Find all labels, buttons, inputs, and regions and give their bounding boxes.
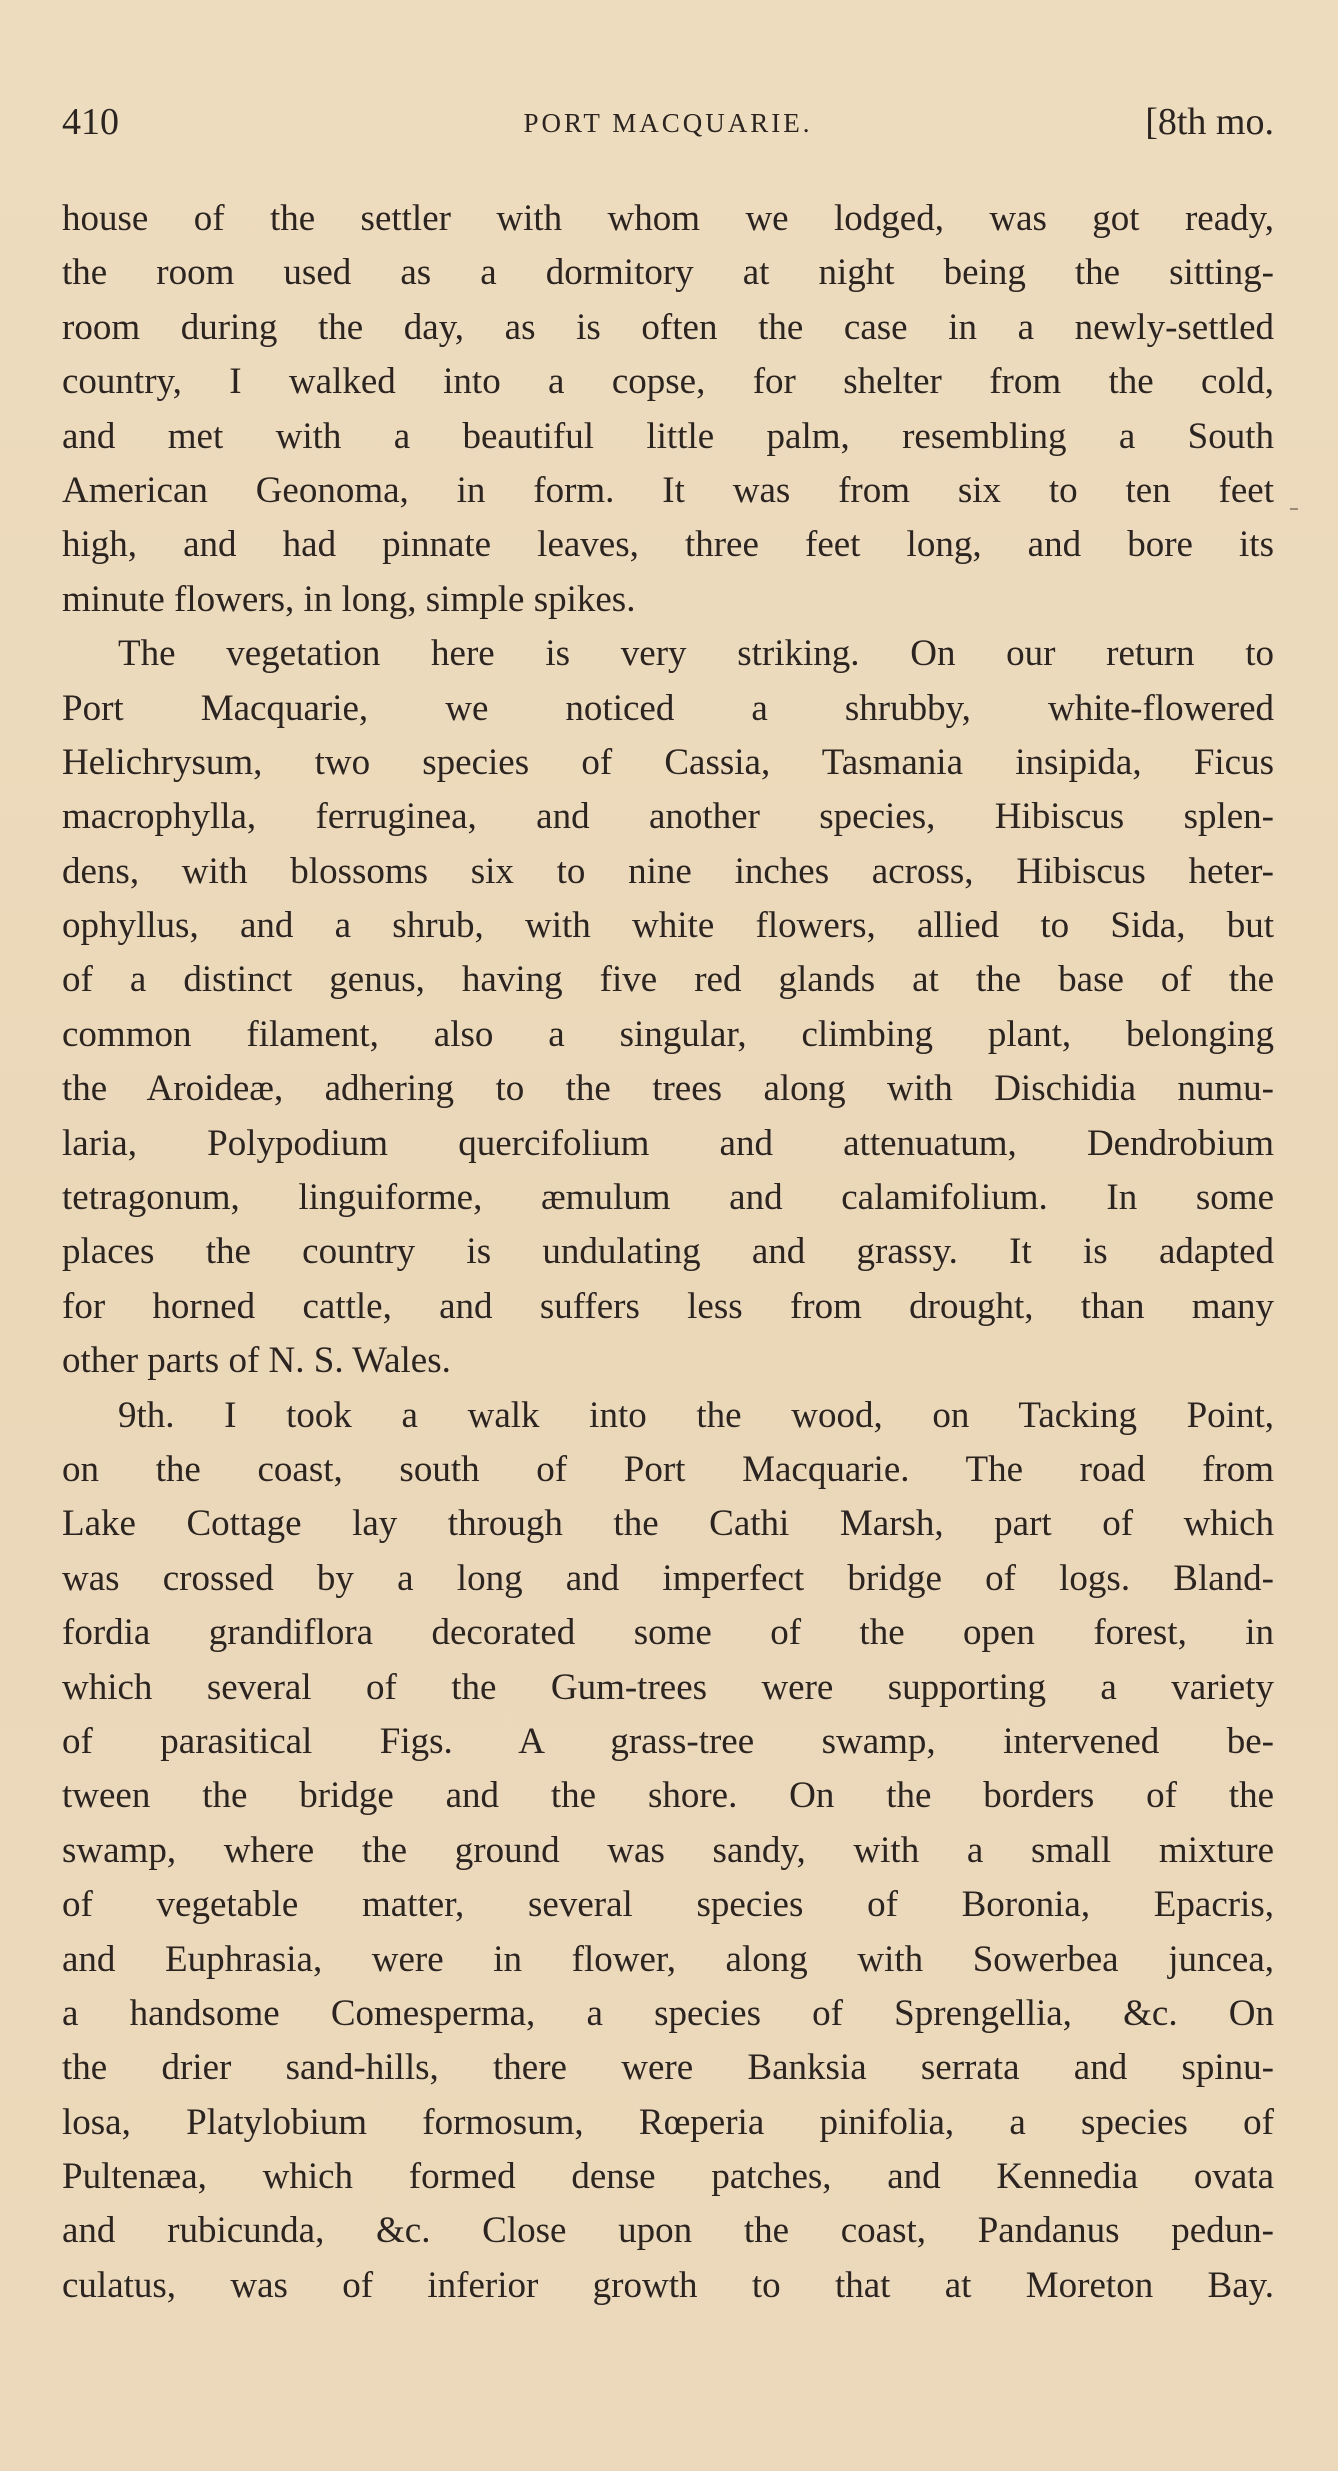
text-line: ophyllus, and a shrub, with white flowers, allied to Sida, but bbox=[62, 905, 1274, 947]
text-line: 9th. I took a walk into the wood, on Tacking Point, bbox=[118, 1394, 1274, 1436]
text-line: other parts of N. S. Wales. bbox=[62, 1340, 451, 1382]
text-line: of parasitical Figs. A grass-tree swamp, intervened be- bbox=[62, 1720, 1274, 1762]
text-line: room during the day, as is often the case in a newly-settled bbox=[62, 306, 1274, 348]
section-marker: [8th mo. bbox=[1145, 101, 1274, 143]
text-line: high, and had pinnate leaves, three feet long, and bore its bbox=[62, 524, 1274, 566]
text-line: laria, Polypodium quercifolium and attenuatum, Dendrobium bbox=[62, 1122, 1274, 1164]
text-line: culatus, was of inferior growth to that at Moreton Bay. bbox=[62, 2264, 1274, 2306]
text-line: losa, Platylobium formosum, Rœperia pinifolia, a species of bbox=[62, 2101, 1274, 2143]
text-line: the room used as a dormitory at night being the sitting- bbox=[62, 252, 1274, 294]
text-line: minute flowers, in long, simple spikes. bbox=[62, 578, 636, 620]
text-line: house of the settler with whom we lodged, was got ready, bbox=[62, 198, 1274, 239]
body-text bbox=[62, 192, 1274, 2313]
running-title: PORT MACQUARIE. bbox=[523, 108, 813, 138]
text-line: for horned cattle, and suffers less from drought, than many bbox=[62, 1285, 1274, 1327]
text-line: a handsome Comesperma, a species of Sprengellia, &c. On bbox=[62, 1992, 1274, 2034]
text-line: swamp, where the ground was sandy, with a small mixture bbox=[62, 1829, 1274, 1871]
text-line: the drier sand-hills, there were Banksia serrata and spinu- bbox=[62, 2047, 1274, 2089]
text-line: country, I walked into a copse, for shelter from the cold, bbox=[62, 361, 1274, 403]
text-line: common filament, also a singular, climbing plant, belonging bbox=[62, 1013, 1274, 1055]
margin-mark bbox=[1290, 508, 1298, 510]
text-line: Port Macquarie, we noticed a shrubby, white-flowered bbox=[62, 687, 1274, 729]
text-line: American Geonoma, in form. It was from six to ten feet bbox=[62, 469, 1274, 511]
text-line: the Aroideæ, adhering to the trees along with Dischidia numu- bbox=[62, 1068, 1274, 1110]
text-line: on the coast, south of Port Macquarie. The road from bbox=[62, 1448, 1274, 1490]
text-line: macrophylla, ferruginea, and another species, Hibiscus splen- bbox=[62, 796, 1274, 838]
text-line: and Euphrasia, were in flower, along with Sowerbea juncea, bbox=[62, 1938, 1274, 1980]
text-line: Pultenæa, which formed dense patches, and Kennedia ovata bbox=[62, 2156, 1274, 2198]
text-line: Helichrysum, two species of Cassia, Tasmania insipida, Ficus bbox=[62, 741, 1274, 783]
text-line: of a distinct genus, having five red glands at the base of the bbox=[62, 959, 1274, 1001]
text-line: dens, with blossoms six to nine inches across, Hibiscus heter- bbox=[62, 850, 1274, 892]
text-line: which several of the Gum-trees were supporting a variety bbox=[62, 1666, 1274, 1708]
text-line: Lake Cottage lay through the Cathi Marsh, part of which bbox=[62, 1503, 1274, 1545]
text-line: tween the bridge and the shore. On the borders of the bbox=[62, 1775, 1274, 1817]
text-line: fordia grandiflora decorated some of the open forest, in bbox=[62, 1612, 1274, 1654]
page-number: 410 bbox=[62, 101, 119, 143]
text-line: The vegetation here is very striking. On our return to bbox=[118, 633, 1274, 675]
text-line: tetragonum, linguiforme, æmulum and calamifolium. In some bbox=[62, 1177, 1274, 1219]
text-line: and met with a beautiful little palm, resembling a South bbox=[62, 415, 1274, 457]
text-line: and rubicunda, &c. Close upon the coast, Pandanus pedun- bbox=[62, 2210, 1274, 2252]
page-header bbox=[62, 100, 1274, 150]
text-line: was crossed by a long and imperfect bridge of logs. Bland- bbox=[62, 1557, 1274, 1599]
text-line: places the country is undulating and grassy. It is adapted bbox=[62, 1231, 1274, 1273]
text-line: of vegetable matter, several species of Boronia, Epacris, bbox=[62, 1884, 1274, 1926]
